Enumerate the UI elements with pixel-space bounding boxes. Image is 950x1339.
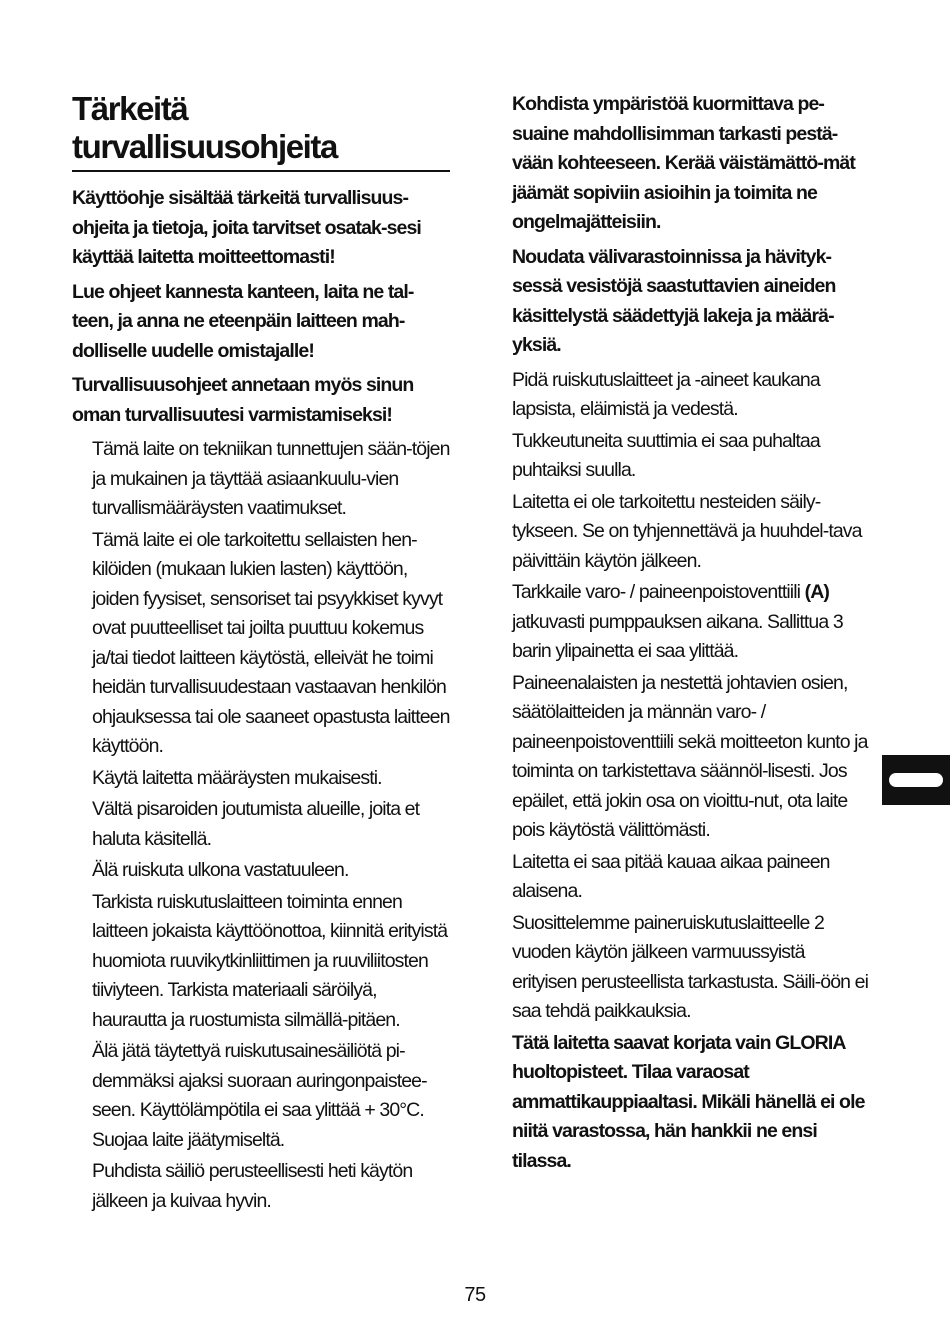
safety-item: Tämä laite ei ole tarkoitettu sellaisten hen-kilöiden (mukaan lukien lasten) käyttöön, joiden fyysiset, sensoriset tai psyykkiset kyvyt ovat puutteelliset tai joilta puuttuu kokemus ja/tai tiedot laitteen käytöstä, elleivät he toimi heidän turvallisuudestaan vastaavan henkilön ohjauksessa tai ole saaneet opastusta laitteen käyttöön. <box>92 528 450 757</box>
safety-item: Pidä ruiskutuslaitteet ja -aineet kaukana lapsista, eläimistä ja vedestä. <box>512 368 820 420</box>
safety-item: Älä ruiskuta ulkona vastatuuleen. <box>92 859 349 881</box>
safety-item: Tämä laite on tekniikan tunnettujen sään-töjen ja mukainen ja täyttää asiaankuulu-vien turvallismääräysten vaatimukset. <box>92 438 450 519</box>
safety-item: Paineenalaisten ja nestettä johtavien osien, säätölaitteiden ja männän varo- / paineenpoistoventtiili sekä moitteeton kunto ja toiminta on tarkistettava säännöl-lisesti. Jos epäilet, että jokin osa on vioittu-nut, ota laite pois käytöstä välittömästi. <box>512 671 868 841</box>
safety-item: Vältä pisaroiden joutumista alueille, joita et haluta käsitellä. <box>92 798 420 850</box>
bold-paragraph: Kohdista ympäristöä kuormittava pe-suaine mahdollisimman tarkasti pestä-vään kohteeseen. Kerää väistämättö-mät jäämät sopiviin asioihin ja toimita ne ongelmajätteisiin. <box>512 93 855 233</box>
valve-item-text-rest: jatkuvasti pumppauksen aikana. Sallittua 3 barin ylipainetta ei saa ylittää. <box>512 610 843 662</box>
valve-item-text: Tarkkaile varo- / paineenpoistoventtiili <box>512 581 805 603</box>
page-number: 75 <box>464 1284 486 1306</box>
safety-item: Älä jätä täytettyä ruiskutusainesäiliötä pi-demmäksi ajaksi suoraan auringonpaistee-seen. Käyttölämpötila ei saa ylittää + 30°C. Suojaa laite jäätymiseltä. <box>92 1040 427 1151</box>
safety-item: Tukkeutuneita suuttimia ei saa puhaltaa puhtaiksi suulla. <box>512 429 820 481</box>
valve-item <box>512 578 872 667</box>
right-column <box>512 90 872 1181</box>
safety-item: Suosittelemme paineruiskutuslaitteelle 2 vuoden käytön jälkeen varmuussyistä erityisen perusteellista tarkastusta. Säili-öön ei saa tehdä paikkauksia. <box>512 911 869 1022</box>
left-column <box>72 90 450 1218</box>
bold-paragraph: Lue ohjeet kannesta kanteen, laita ne tal-teen, ja anna ne eteenpäin laitteen mah-dolliselle uudelle omistajalle! <box>72 280 414 362</box>
safety-item: Puhdista säiliö perusteellisesti heti käytön jälkeen ja kuivaa hyvin. <box>92 1160 413 1212</box>
page-title: Tärkeitä turvallisuusohjeita <box>72 90 450 172</box>
bold-paragraph: Turvallisuusohjeet annetaan myös sinun oman turvallisuutesi varmistamiseksi! <box>72 374 414 426</box>
oval-icon <box>889 773 943 787</box>
safety-item: Laitetta ei ole tarkoitettu nesteiden säily-tykseen. Se on tyhjennettävä ja huuhdel-tava päivittäin käytön jälkeen. <box>512 490 862 572</box>
safety-item: Käytä laitetta määräysten mukaisesti. <box>92 766 382 789</box>
bold-paragraph: Noudata välivarastoinnissa ja hävityk-sessä vesistöjä saastuttavien aineiden käsittelystä säädettyjä lakeja ja määrä-yksiä. <box>512 245 836 356</box>
safety-item: Laitetta ei saa pitää kauaa aikaa paineen alaisena. <box>512 850 830 902</box>
language-tab-marker <box>882 755 950 805</box>
closing-bold-paragraph: Tätä laitetta saavat korjata vain GLORIA huoltopisteet. Tilaa varaosat ammattikauppiaaltasi. Mikäli hänellä ei ole niitä varastossa, hän hankkii ne ensi tilassa. <box>512 1031 865 1172</box>
bold-paragraph: Käyttöohje sisältää tärkeitä turvallisuus-ohjeita ja tietoja, joita tarvitset osatak-sesi käyttää laitetta moitteettomasti! <box>72 187 421 268</box>
valve-reference-label: (A) <box>804 581 829 603</box>
safety-item: Tarkista ruiskutuslaitteen toiminta ennen laitteen jokaista käyttöönottoa, kiinnitä erityistä huomiota ruuvikytkinliittimen ja ruuviliitosten tiiviyteen. Tarkista materiaali säröilyä, haurautta ja ruostumista silmällä-pitäen. <box>92 890 448 1031</box>
